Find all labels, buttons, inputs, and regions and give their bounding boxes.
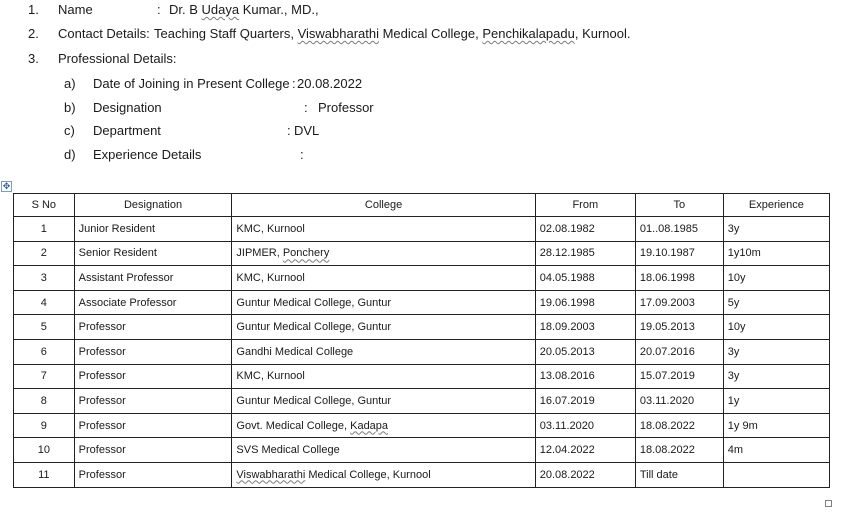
cell-college: Guntur Medical College, Guntur — [232, 315, 535, 340]
table-row — [14, 266, 830, 291]
name-separator: : — [157, 2, 161, 17]
joining-date-label: Date of Joining in Present College — [93, 76, 290, 91]
cell-from: 13.08.2016 — [535, 364, 635, 389]
sub-letter: d) — [64, 147, 76, 162]
table-row — [14, 438, 830, 463]
cell-from: 19.06.1998 — [535, 290, 635, 315]
designation-value: Professor — [318, 100, 374, 115]
sub-letter: b) — [64, 100, 76, 115]
item-number: 2. — [28, 26, 39, 41]
header-from: From — [535, 194, 635, 217]
table-row — [14, 241, 830, 266]
cell-to: 18.08.2022 — [635, 413, 723, 438]
cell-sno: 9 — [14, 413, 75, 438]
table-row — [14, 364, 830, 389]
cell-from: 20.08.2022 — [535, 462, 635, 487]
cell-from: 16.07.2019 — [535, 389, 635, 414]
experience-separator: : — [300, 147, 304, 162]
cell-to: 17.09.2003 — [635, 290, 723, 315]
cell-experience: 10y — [723, 315, 829, 340]
item-number: 3. — [28, 51, 39, 66]
department-value: DVL — [294, 123, 320, 138]
cell-sno: 6 — [14, 339, 75, 364]
cell-college: JIPMER, Ponchery — [232, 241, 535, 266]
cell-sno: 7 — [14, 364, 75, 389]
cell-experience: 5y — [723, 290, 829, 315]
table-row — [14, 462, 830, 487]
cell-to: 18.06.1998 — [635, 266, 723, 291]
cell-sno: 2 — [14, 241, 75, 266]
cell-from: 12.04.2022 — [535, 438, 635, 463]
experience-label: Experience Details — [93, 147, 202, 162]
sub-letter: a) — [64, 76, 76, 91]
cell-sno: 5 — [14, 315, 75, 340]
cell-college: Viswabharathi Medical College, Kurnool — [232, 462, 535, 487]
cell-sno: 3 — [14, 266, 75, 291]
cell-experience: 3y — [723, 217, 829, 242]
cell-experience: 1y 9m — [723, 413, 829, 438]
table-row — [14, 315, 830, 340]
cell-sno: 8 — [14, 389, 75, 414]
experience-table — [13, 193, 830, 488]
cell-to: 20.07.2016 — [635, 339, 723, 364]
cell-to: 19.10.1987 — [635, 241, 723, 266]
cell-designation: Professor — [74, 339, 232, 364]
header-sno: S No — [14, 194, 75, 217]
cell-sno: 11 — [14, 462, 75, 487]
cell-designation: Junior Resident — [74, 217, 232, 242]
cell-designation: Professor — [74, 438, 232, 463]
contact-label: Contact Details: — [58, 26, 150, 41]
name-value: Dr. B Udaya Kumar., MD., — [169, 2, 319, 17]
table-row — [14, 413, 830, 438]
department-separator: : — [287, 123, 291, 138]
cell-sno: 4 — [14, 290, 75, 315]
cell-from: 04.05.1988 — [535, 266, 635, 291]
header-experience: Experience — [723, 194, 829, 217]
cell-from: 03.11.2020 — [535, 413, 635, 438]
cell-designation: Assistant Professor — [74, 266, 232, 291]
professional-label: Professional Details: — [58, 51, 177, 66]
cell-college: Guntur Medical College, Guntur — [232, 290, 535, 315]
cell-college: Govt. Medical College, Kadapa — [232, 413, 535, 438]
designation-label: Designation — [93, 100, 162, 115]
joining-date-value: 20.08.2022 — [297, 76, 363, 91]
cell-to: 03.11.2020 — [635, 389, 723, 414]
cell-experience: 1y10m — [723, 241, 829, 266]
cell-to: 01..08.1985 — [635, 217, 723, 242]
cell-experience: 4m — [723, 438, 829, 463]
cell-experience: 1y — [723, 389, 829, 414]
cell-from: 28.12.1985 — [535, 241, 635, 266]
cell-sno: 1 — [14, 217, 75, 242]
contact-value: Teaching Staff Quarters, Viswabharathi Medical College, Penchikalapadu, Kurnool. — [154, 26, 631, 41]
cell-from: 02.08.1982 — [535, 217, 635, 242]
cell-experience: 3y — [723, 364, 829, 389]
cell-sno: 10 — [14, 438, 75, 463]
cell-college: KMC, Kurnool — [232, 364, 535, 389]
table-row — [14, 217, 830, 242]
sub-letter: c) — [64, 123, 75, 138]
cell-designation: Professor — [74, 364, 232, 389]
table-resize-handle[interactable] — [825, 500, 832, 507]
cell-from: 20.05.2013 — [535, 339, 635, 364]
cell-to: 18.08.2022 — [635, 438, 723, 463]
cell-college: Guntur Medical College, Guntur — [232, 389, 535, 414]
cell-designation: Professor — [74, 315, 232, 340]
header-college: College — [232, 194, 535, 217]
cell-designation: Senior Resident — [74, 241, 232, 266]
table-row — [14, 290, 830, 315]
cell-experience — [723, 462, 829, 487]
department-label: Department — [93, 123, 161, 138]
cell-designation: Professor — [74, 413, 232, 438]
cell-college: KMC, Kurnool — [232, 266, 535, 291]
cell-experience: 10y — [723, 266, 829, 291]
cell-college: KMC, Kurnool — [232, 217, 535, 242]
cell-to: Till date — [635, 462, 723, 487]
joining-date-separator: : — [292, 76, 296, 91]
header-to: To — [635, 194, 723, 217]
cell-designation: Professor — [74, 462, 232, 487]
cell-to: 19.05.2013 — [635, 315, 723, 340]
cell-from: 18.09.2003 — [535, 315, 635, 340]
table-header-row — [14, 194, 830, 217]
item-number: 1. — [28, 2, 39, 17]
cell-designation: Associate Professor — [74, 290, 232, 315]
cell-designation: Professor — [74, 389, 232, 414]
cell-experience: 3y — [723, 339, 829, 364]
cell-to: 15.07.2019 — [635, 364, 723, 389]
header-designation: Designation — [74, 194, 232, 217]
cell-college: SVS Medical College — [232, 438, 535, 463]
name-label: Name — [58, 2, 93, 17]
table-row — [14, 339, 830, 364]
table-row — [14, 389, 830, 414]
cell-college: Gandhi Medical College — [232, 339, 535, 364]
designation-separator: : — [304, 100, 308, 115]
table-move-handle-icon[interactable]: ✥ — [2, 181, 11, 191]
